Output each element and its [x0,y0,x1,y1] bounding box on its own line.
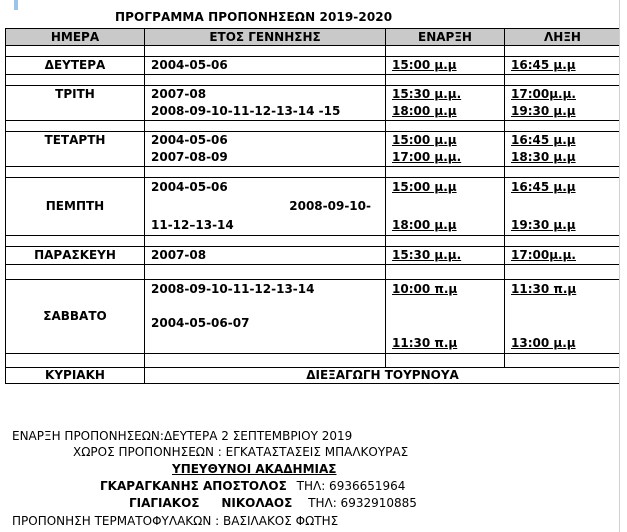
tuesday-year-1: 2007-08 [151,87,207,101]
tuesday-end-1: 17:00μ.μ. [511,87,576,101]
header-start: ΕΝΑΡΞΗ [386,29,505,46]
spacer-row [6,46,621,57]
table-row-thursday [6,178,621,236]
thursday-year-2a: 2008-09-10- [289,199,371,213]
thursday-start-2: 18:00 μ.μ [392,218,457,232]
day-thursday: ΠΕΜΠΤΗ [45,199,105,213]
thursday-start-1: 15:00 μ.μ [392,180,457,194]
contact-2-phone: ΤΗΛ: 6932910885 [308,496,417,510]
saturday-year-2: 2004-05-06-07 [151,316,250,330]
tuesday-end-2: 19:30 μ.μ [511,104,576,118]
saturday-start-1: 10:00 π.μ [392,282,458,296]
wednesday-year-2: 2007-08-09 [151,150,228,164]
spacer-row [6,75,621,86]
thursday-end-2: 19:30 μ.μ [511,218,576,232]
friday-end: 17:00μ.μ. [511,248,576,262]
spacer-row [6,265,621,280]
saturday-end-blank [511,299,614,333]
header-day: ΗΜΕΡΑ [6,29,145,46]
saturday-end-2: 13:00 μ.μ [511,336,576,350]
footer-responsible-heading: ΥΠΕΥΘΥΝΟΙ ΑΚΑΔΗΜΙΑΣ [172,462,337,476]
thursday-end-blank [511,197,614,216]
wednesday-end-2: 18:30 μ.μ [511,150,576,164]
wednesday-start-2: 17:00 μ.μ. [392,150,462,164]
thursday-start-blank [392,197,498,216]
day-tuesday: ΤΡΙΤΗ [55,87,95,101]
saturday-end-1: 11:30 π.μ [511,282,577,296]
wednesday-year-1: 2004-05-06 [151,133,228,147]
page-title: ΠΡΟΓΡΑΜΜΑ ΠΡΟΠΟΝΗΣΕΩΝ 2019-2020 [115,10,393,24]
monday-start: 15:00 μ.μ [392,58,457,72]
header-row [6,29,621,46]
footer-goalkeeper-coach: ΠΡΟΠΟΝΗΣΗ ΤΕΡΜΑΤΟΦΥΛΑΚΩΝ : ΒΑΣΙΛΑΚΟΣ ΦΩΤΗΣ [12,514,339,528]
saturday-year-blank [151,299,379,314]
saturday-year-blank-2 [151,333,379,353]
tuesday-year-2: 2008-09-10-11-12-13-14 -15 [151,104,341,118]
spacer-row [6,354,621,368]
day-sunday: ΚΥΡΙΑΚΗ [45,368,105,382]
saturday-start-blank [392,299,498,333]
header-birth-year: ΕΤΟΣ ΓΕΝΝΗΣΗΣ [145,29,386,46]
day-wednesday: ΤΕΤΑΡΤΗ [44,133,106,147]
day-saturday: ΣΑΒΒΑΤΟ [43,309,107,323]
tuesday-start-1: 15:30 μ.μ. [392,87,462,101]
sunday-note: ΔΙΕΞΑΓΩΓΗ ΤΟΥΡΝΟΥΑ [306,368,459,382]
footer-start-date: ΕΝΑΡΞΗ ΠΡΟΠΟΝΗΣΕΩΝ:ΔΕΥΤΕΡΑ 2 ΣΕΠΤΕΜΒΡΙΟΥ 2019 [12,429,353,443]
day-friday: ΠΑΡΑΣΚΕΥΗ [34,248,116,262]
contact-1-phone: ΤΗΛ: 6936651964 [296,479,406,493]
header-end: ΛΗΞΗ [505,29,621,46]
thursday-end-1: 16:45 μ.μ [511,180,576,194]
footer-contact-2 [129,495,417,511]
table-row-saturday [6,280,621,354]
schedule-table [5,28,621,384]
contact-2-surname: ΓΙΑΓΙΑΚΟΣ [129,496,200,510]
thursday-year-2b: 11-12–13-14 [151,218,234,232]
tuesday-start-2: 18:00 μ.μ [392,104,457,118]
wednesday-end-1: 16:45 μ.μ [511,133,576,147]
spacer-row [6,121,621,132]
monday-end: 16:45 μ.μ [511,58,576,72]
friday-start: 15:30 μ.μ. [392,248,462,262]
wednesday-start-1: 15:00 μ.μ [392,133,457,147]
footer-contact-1 [100,478,405,494]
spacer-row [6,236,621,247]
right-edge-bar [619,0,627,532]
table-row-monday [6,57,621,75]
friday-year: 2007-08 [151,248,207,262]
contact-1-name: ΓΚΑΡΑΓΚΑΝΗΣ ΑΠΟΣΤΟΛΟΣ [100,479,287,493]
monday-year: 2004-05-06 [151,58,228,72]
footer-venue: ΧΩΡΟΣ ΠΡΟΠΟΝΗΣΕΩΝ : ΕΓΚΑΤΑΣΤΑΣΕΙΣ ΜΠΑΛΚΟΥΡΑΣ [73,445,409,459]
contact-2-name: ΝΙΚΟΛΑΟΣ [221,496,293,510]
saturday-year-1: 2008-09-10-11-12-13-14 [151,282,315,296]
spacer-row [6,167,621,178]
table-row-wednesday [6,132,621,167]
saturday-start-2: 11:30 π.μ [392,336,458,350]
table-row-friday [6,247,621,265]
table-row-tuesday [6,86,621,121]
day-monday: ΔΕΥΤΕΡΑ [44,58,106,72]
page-accent-marker [14,0,18,10]
thursday-year-1: 2004-05-06 [151,180,228,194]
table-row-sunday [6,368,621,384]
